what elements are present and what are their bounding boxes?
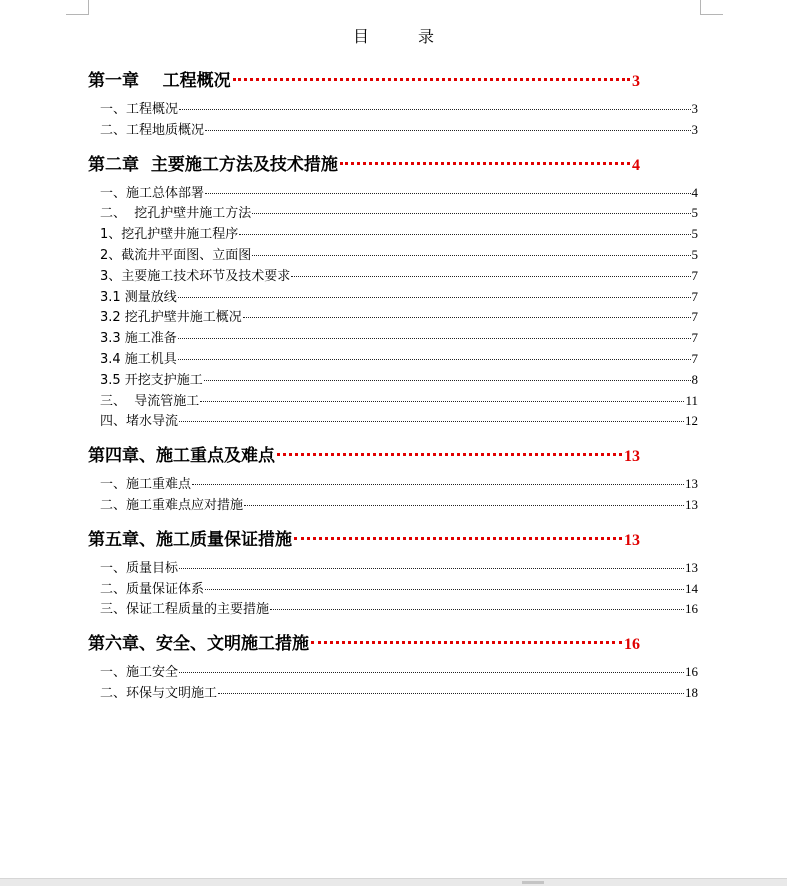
entry-page-number: 11 [685,392,698,408]
dot-leader [252,213,690,214]
entry-page-number: 7 [691,350,698,366]
dot-leader [252,255,690,256]
entry-label: 二、 挖孔护壁井施工方法 [100,206,252,222]
toc-entry[interactable] [88,558,698,579]
entry-label: 3.1 测量放线 [100,289,177,305]
toc-chapter-heading[interactable] [88,626,698,662]
entry-label: 二、工程地质概况 [100,122,205,138]
toc-entry[interactable] [88,183,698,204]
chapter-page-number: 4 [632,156,640,174]
toc-entry[interactable] [88,307,698,328]
entry-page-number: 5 [691,226,698,242]
toc-entry[interactable] [88,683,698,704]
entry-page-number: 16 [685,664,698,680]
toc-chapter-block [88,522,698,620]
dot-leader [205,589,684,590]
toc-chapter-block [88,438,698,516]
toc-chapter-heading[interactable] [88,438,698,474]
entry-page-number: 13 [685,559,698,575]
toc-entry[interactable] [88,203,698,224]
toc-entry[interactable] [88,245,698,266]
toc-entry[interactable] [88,120,698,141]
entry-page-number: 7 [691,267,698,283]
dot-leader [311,641,622,644]
dot-leader [178,359,691,360]
entry-label: 三、保证工程质量的主要措施 [100,602,270,618]
toc-entry[interactable] [88,599,698,620]
entry-page-number: 13 [685,476,698,492]
scrollbar-thumb[interactable] [522,881,544,884]
entry-page-number: 3 [691,101,698,116]
dot-leader [178,297,691,298]
entry-label: 3.2 挖孔护壁井施工概况 [100,310,242,326]
toc-chapter-block [88,147,698,433]
dot-leader [179,568,684,569]
entry-label: 二、施工重难点应对措施 [100,497,244,513]
toc-entry[interactable] [88,579,698,600]
toc-entry[interactable] [88,411,698,432]
entry-page-number: 7 [691,309,698,325]
dot-leader [277,453,622,456]
toc-entry[interactable] [88,495,698,516]
entry-page-number: 7 [691,288,698,304]
toc-chapter-block [88,63,698,141]
toc-entry[interactable] [88,287,698,308]
dot-leader [340,162,630,165]
chapter-title: 第二章 主要施工方法及技术措施 [88,154,338,175]
entry-label: 三、 导流管施工 [100,393,200,409]
dot-leader [233,78,630,81]
dot-leader [178,338,691,339]
toc-entry[interactable] [88,266,698,287]
entry-page-number: 12 [685,413,698,429]
dot-leader [204,380,691,381]
page-corner-mark-left [66,0,89,15]
dot-leader [205,193,690,194]
toc-chapter-heading[interactable] [88,63,698,99]
entry-label: 一、工程概况 [100,102,179,117]
entry-label: 二、质量保证体系 [100,581,205,597]
entry-label: 四、堵水导流 [100,414,179,430]
chapter-page-number: 13 [624,448,640,466]
entry-label: 一、施工重难点 [100,477,192,493]
entry-page-number: 14 [685,580,698,596]
entry-label: 3、主要施工技术环节及技术要求 [100,268,291,284]
toc-entry[interactable] [88,474,698,495]
entry-label: 一、质量目标 [100,560,179,576]
toc-chapter-block [88,626,698,704]
entry-page-number: 16 [685,601,698,617]
entry-page-number: 5 [691,205,698,221]
chapter-title: 第四章、施工重点及难点 [88,446,275,467]
dot-leader [270,609,684,610]
chapter-page-number: 3 [632,73,640,90]
dot-leader [244,505,684,506]
toc-entry[interactable] [88,99,698,120]
dot-leader [192,484,684,485]
entry-page-number: 5 [691,246,698,262]
chapter-title: 第五章、施工质量保证措施 [88,529,292,550]
entry-label: 3.4 施工机具 [100,351,177,367]
table-of-contents [88,60,698,710]
toc-entry[interactable] [88,224,698,245]
dot-leader [179,421,684,422]
toc-title: 目 录 [352,27,457,46]
entry-label: 1、挖孔护壁井施工程序 [100,227,239,243]
entry-page-number: 4 [691,184,698,200]
dot-leader [291,276,690,277]
entry-page-number: 13 [685,496,698,512]
toc-entry[interactable] [88,349,698,370]
entry-label: 一、施工总体部署 [100,185,205,201]
dot-leader [239,234,690,235]
entry-label: 2、截流井平面图、立面图 [100,247,252,263]
chapter-page-number: 16 [624,636,640,654]
chapter-title: 第一章 工程概况 [88,71,231,91]
dot-leader [179,672,684,673]
entry-label: 二、环保与文明施工 [100,685,218,701]
entry-label: 3.5 开挖支护施工 [100,372,203,388]
toc-chapter-heading[interactable] [88,147,698,183]
entry-page-number: 7 [691,330,698,346]
entry-page-number: 18 [685,684,698,700]
dot-leader [218,693,684,694]
page-corner-mark-right [700,0,723,15]
toc-chapter-heading[interactable] [88,522,698,558]
dot-leader [205,130,690,131]
chapter-title: 第六章、安全、文明施工措施 [88,634,309,655]
chapter-page-number: 13 [624,531,640,549]
dot-leader [243,317,691,318]
dot-leader [200,401,684,402]
toc-entry[interactable] [88,662,698,683]
toc-entry[interactable] [88,328,698,349]
dot-leader [294,537,622,540]
dot-leader [179,109,690,110]
entry-label: 一、施工安全 [100,665,179,681]
toc-entry[interactable] [88,370,698,391]
toc-entry[interactable] [88,391,698,412]
entry-page-number: 8 [691,371,698,387]
entry-page-number: 3 [691,121,698,137]
entry-label: 3.3 施工准备 [100,331,177,347]
